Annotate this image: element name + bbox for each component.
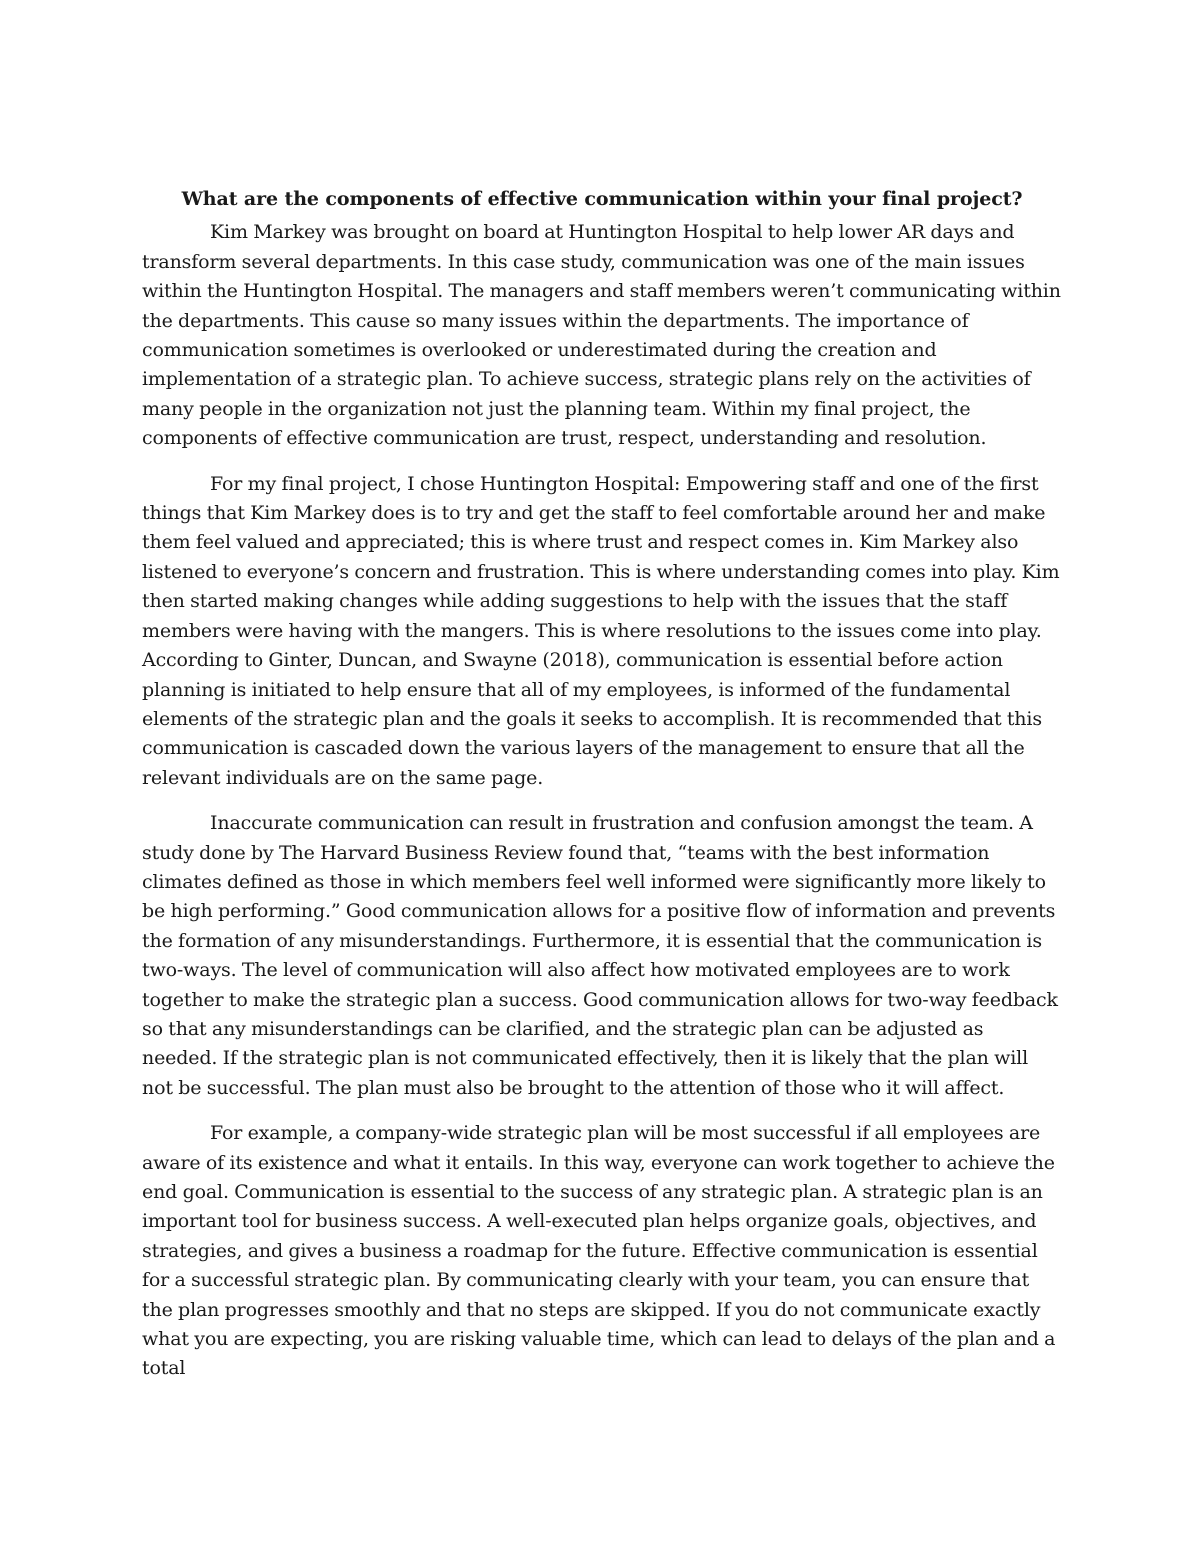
paragraph: For my final project, I chose Huntington Hospital: Empowering staff and one of the first things that Kim Markey does is to try and get the staff to feel comfortable around her and make them feel valued and appreciated; this is where trust and respect comes in. Kim Markey also listened to everyone’s concern and frustration. This is where understanding comes into play. Kim then started making changes while adding suggestions to help with the issues that the staff members were having with the mangers. This is where resolutions to the issues come into play. According to Ginter, Duncan, and Swayne (2018), communication is essential before action planning is initiated to help ensure that all of my employees, is informed of the fundamental elements of the strategic plan and the goals it seeks to accomplish. It is recommended that this communication is cascaded down the various layers of the management to ensure that all the relevant individuals are on the same page.: [142, 472, 1060, 789]
paragraph: For example, a company-wide strategic plan will be most successful if all employees are aware of its existence and what it entails. In this way, everyone can work together to achieve the end goal. Communication is essential to the success of any strategic plan. A strategic plan is an important tool for business success. A well-executed plan helps organize goals, objectives, and strategies, and gives a business a roadmap for the future. Effective communication is essential for a successful strategic plan. By communicating clearly with your team, you can ensure that the plan progresses smoothly and that no steps are skipped. If you do not communicate exactly what you are expecting, you are risking valuable time, which can lead to delays of the plan and a total: [142, 1122, 1056, 1380]
paragraph: Inaccurate communication can result in frustration and confusion amongst the team. A study done by The Harvard Business Review found that, “teams with the best information climates defined as those in which members feel well informed were significantly more likely to be high performing.” Good communication allows for a positive flow of information and prevents the formation of any misunderstandings. Furthermore, it is essential that the communication is two-ways. The level of communication will also affect how motivated employees are to work together to make the strategic plan a success. Good communication allows for two-way feedback so that any misunderstandings can be clarified, and the strategic plan can be adjusted as needed. If the strategic plan is not communicated effectively, then it is likely that the plan will not be successful. The plan must also be brought to the attention of those who it will affect.: [142, 812, 1058, 1099]
paragraph: Kim Markey was brought on board at Huntington Hospital to help lower AR days and transform several departments. In this case study, communication was one of the main issues within the Huntington Hospital. The managers and staff members weren’t communicating within the departments. This cause so many issues within the departments. The importance of communication sometimes is overlooked or underestimated during the creation and implementation of a strategic plan. To achieve success, strategic plans rely on the activities of many people in the organization not just the planning team. Within my final project, the components of effective communication are trust, respect, understanding and resolution.: [142, 221, 1061, 450]
document-title: What are the components of effective communication within your final project?: [181, 188, 1023, 210]
document-body: [142, 185, 1062, 1400]
